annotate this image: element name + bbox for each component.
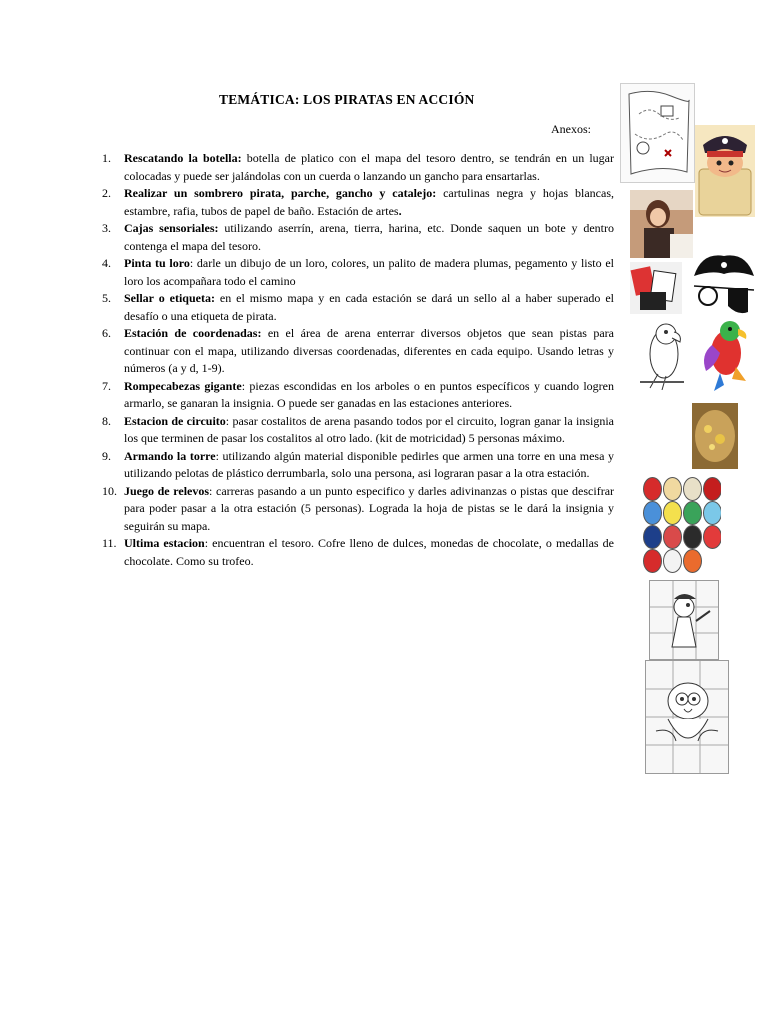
- list-item-number: 5.: [102, 291, 111, 305]
- badge-icon: [683, 501, 702, 525]
- list-item-heading: Rompecabezas gigante: [124, 378, 242, 393]
- list-item-number: 7.: [102, 378, 111, 393]
- list-item-heading: Juego de relevos: [124, 483, 210, 498]
- badge-icon: [663, 477, 682, 501]
- list-item-text: : darle un dibujo de un loro, colores, un palito de madera plumas, pegamento y listo el loro los acompañara todo el camino: [124, 256, 614, 288]
- list-item: [98, 483, 614, 536]
- pirate-badges-sheet: [643, 477, 721, 579]
- list-item-number: 10.: [102, 483, 117, 498]
- anexos-label: Anexos:: [551, 122, 591, 136]
- list-item: [98, 325, 614, 378]
- list-item-text: en el mismo mapa y en cada estación se dará un sello al a haber superado el desafío o una etiqueta de pirata.: [124, 291, 614, 323]
- badge-icon: [643, 549, 662, 573]
- list-item: [98, 220, 614, 255]
- station-list: [98, 150, 614, 570]
- badge-icon: [703, 501, 721, 525]
- list-item: [98, 150, 614, 185]
- list-item-heading: Ultima estacion: [124, 536, 205, 550]
- list-item-text: : utilizando algún material disponible pedirles que armen una torre en una mesa y utilizando pelotas de plástico derrumbarla, solo una persona, asi lograran pasar a la otra estación.: [124, 448, 614, 480]
- list-item-number: 4.: [102, 256, 111, 270]
- list-item-heading: Estación de coordenadas:: [124, 326, 262, 340]
- list-item-text: : piezas escondidas en los arboles o en puntos específicos y cuando logren armarlo, se ganaran la insignia. O puede ser ganadas en las estaciones anteriores.: [124, 378, 614, 410]
- list-item-heading: Pinta tu loro: [124, 256, 190, 270]
- list-item-heading: Sellar o etiqueta:: [124, 291, 215, 305]
- treasure-chest-photo: [692, 403, 738, 469]
- pirate-kid-illustration: [695, 125, 755, 217]
- badge-icon: [683, 525, 702, 549]
- list-item-number: 6.: [102, 326, 111, 340]
- pirate-hat-eyepatch-image: [692, 250, 756, 320]
- colored-parrot-image: [696, 315, 754, 393]
- list-item-heading: Cajas sensoriales:: [124, 221, 219, 235]
- badge-icon: [663, 525, 682, 549]
- list-item-number: 9.: [102, 448, 111, 463]
- list-item: [98, 255, 614, 290]
- list-item-text: cartulinas negra y hojas blancas, estambre, rafia, tubos de papel de baño. Estación de artes: [124, 186, 614, 218]
- list-item-heading: Realizar un sombrero pirata, parche, gancho y catalejo:: [124, 186, 437, 200]
- list-item-bold-tail: .: [398, 203, 402, 218]
- list-item: [98, 290, 614, 325]
- list-item: [98, 378, 614, 413]
- list-item-text: : pasar costalitos de arena pasando todos por el circuito, logran ganar la insignia los que terminen de pasar los costalitos al otro lado. (kit de motricidad) 5 personas máximo.: [124, 413, 614, 445]
- badge-icon: [643, 525, 662, 549]
- list-item: [98, 448, 614, 483]
- parrot-coloring-image: [636, 318, 688, 390]
- list-item-text: utilizando aserrín, arena, tierra, harina, etc. Donde saquen un bote y dentro contenga el mapa del tesoro.: [124, 221, 614, 253]
- list-item-heading: Estacion de circuito: [124, 413, 226, 428]
- parrot-puzzle-image: [645, 660, 729, 774]
- badge-icon: [643, 477, 662, 501]
- list-item-number: 11.: [102, 536, 117, 550]
- list-item: [98, 185, 614, 220]
- list-item-text: en el área de arena enterrar diversos objetos que sean pistas para continuar con el mapa, utilizando diversas coordenadas, diferentes en cada equipo. Usando letras y números (a y d, 1-9).: [124, 326, 614, 375]
- treasure-map-coloring-image: [620, 83, 695, 183]
- badge-icon: [683, 477, 702, 501]
- badge-icon: [663, 501, 682, 525]
- list-item-number: 8.: [102, 413, 111, 428]
- list-item-number: 2.: [102, 186, 111, 200]
- girl-crafting-photo: [630, 190, 693, 258]
- list-item-heading: Rescatando la botella:: [124, 151, 242, 165]
- pirate-puzzle-image: [649, 580, 719, 660]
- document-title: TEMÁTICA: LOS PIRATAS EN ACCIÓN: [219, 92, 475, 107]
- pirate-cards-photo: [630, 262, 682, 314]
- list-item: [98, 535, 614, 570]
- badge-icon: [683, 549, 702, 573]
- badge-icon: [663, 549, 682, 573]
- list-item-text: : carreras pasando a un punto especifico y darles adivinanzas o pistas que descifrar para poder pasar a la otra estación (5 personas). Lograda la hoja de pistas se le dará la insignia y seguirán su mapa.: [124, 483, 615, 533]
- badge-icon: [703, 525, 721, 549]
- list-item-number: 1.: [102, 151, 111, 165]
- badge-icon: [703, 477, 721, 501]
- list-item-text: botella de platico con el mapa del tesoro dentro, se tendrán en un lugar colocadas y puede ser jalándolas con un cuerda o lanzando un gancho para ensartarlas.: [124, 151, 614, 183]
- list-item-text: : encuentran el tesoro. Cofre lleno de dulces, monedas de chocolate, o medallas de chocolate. Como su trofeo.: [124, 536, 615, 568]
- list-item-number: 3.: [102, 221, 111, 235]
- badge-icon: [643, 501, 662, 525]
- list-item: [98, 413, 614, 448]
- list-item-heading: Armando la torre: [124, 448, 216, 463]
